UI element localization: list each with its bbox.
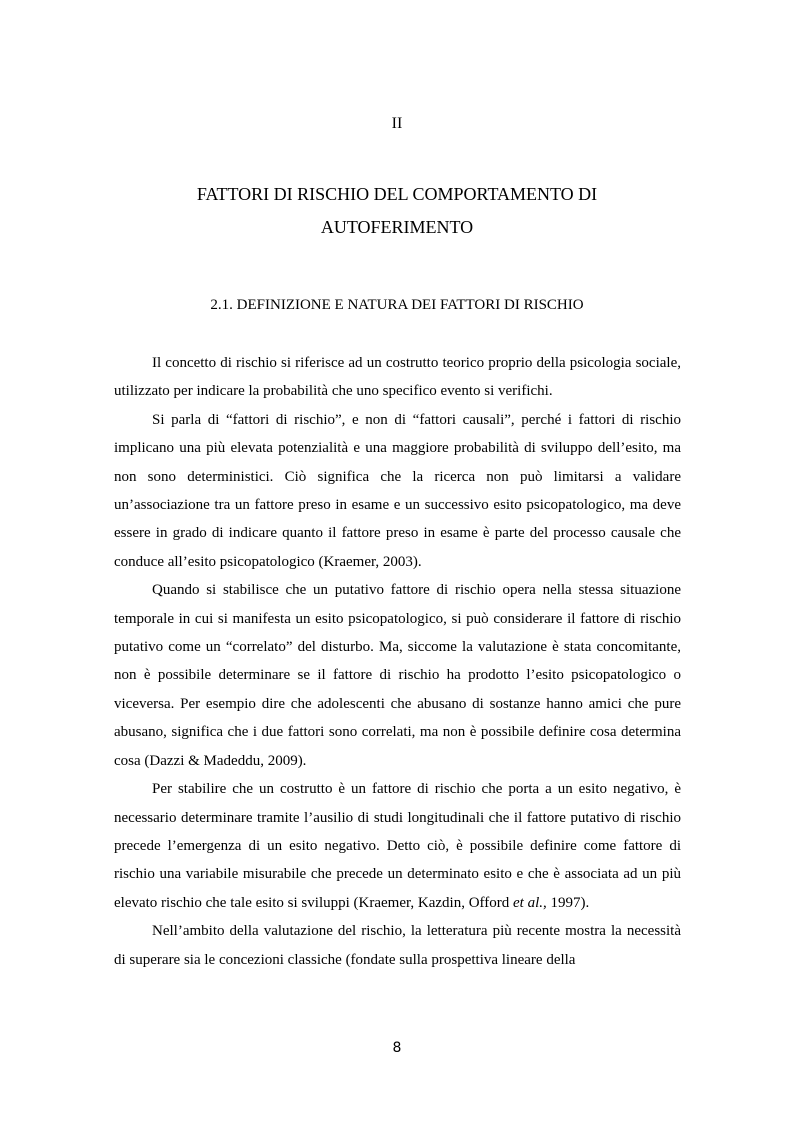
citation-et-al: et al. [513, 894, 543, 911]
body-text [114, 349, 681, 974]
paragraph: Nell’ambito della valutazione del rischio, la letteratura più recente mostra la necessità di superare sia le concezioni classiche (fondate sulla prospettiva lineare della [114, 923, 681, 968]
paragraph-text: Per stabilire che un costrutto è un fattore di rischio che porta a un esito negativo, è necessario determinare tramite l’ausilio di studi longitudinali che il fattore putativo di rischio precede l’emergenza di un esito negativo. Detto ciò, è possibile definire come fattore di rischio una variabile misurabile che precede un determinato esito e che è associata ad un più elevato rischio che tale esito si sviluppi (Kraemer, Kazdin, Offord [114, 781, 681, 911]
paragraph: Quando si stabilisce che un putativo fattore di rischio opera nella stessa situazione temporale in cui si manifesta un esito psicopatologico, si può considerare il fattore di rischio putativo come un “correlato” del disturbo. Ma, siccome la valutazione è stata concomitante, non è possibile determinare se il fattore di rischio ha prodotto l’esito psicopatologico o viceversa. Per esempio dire che adolescenti che abusano di sostanze hanno amici che pure abusano, significa che i due fattori sono correlati, ma non è possibile definire cosa determina cosa (Dazzi & Madeddu, 2009). [114, 582, 681, 769]
chapter-number: II [391, 115, 403, 132]
chapter-title: FATTORI DI RISCHIO DEL COMPORTAMENTO DI AUTOFERIMENTO [196, 184, 598, 237]
paragraph: Si parla di “fattori di rischio”, e non di “fattori causali”, perché i fattori di rischio implicano una più elevata potenzialità e una maggiore probabilità di sviluppo dell’esito, ma non sono deterministici. Ciò significa che la ricerca non può limitarsi a validare un’associazione tra un fattore preso in esame e un successivo esito psicopatologico, ma deve essere in grado di indicare quanto il fattore preso in esame è parte del processo causale che conduce all’esito psicopatologico (Kraemer, 2003). [114, 411, 681, 570]
section-title: 2.1. DEFINIZIONE E NATURA DEI FATTORI DI RISCHIO [210, 297, 584, 313]
page-number: 8 [392, 1040, 402, 1056]
paragraph-text: , 1997). [543, 894, 590, 911]
paragraph [114, 775, 681, 917]
paragraph: Il concetto di rischio si riferisce ad un costrutto teorico proprio della psicologia sociale, utilizzato per indicare la probabilità che uno specifico evento si verifichi. [114, 355, 681, 400]
